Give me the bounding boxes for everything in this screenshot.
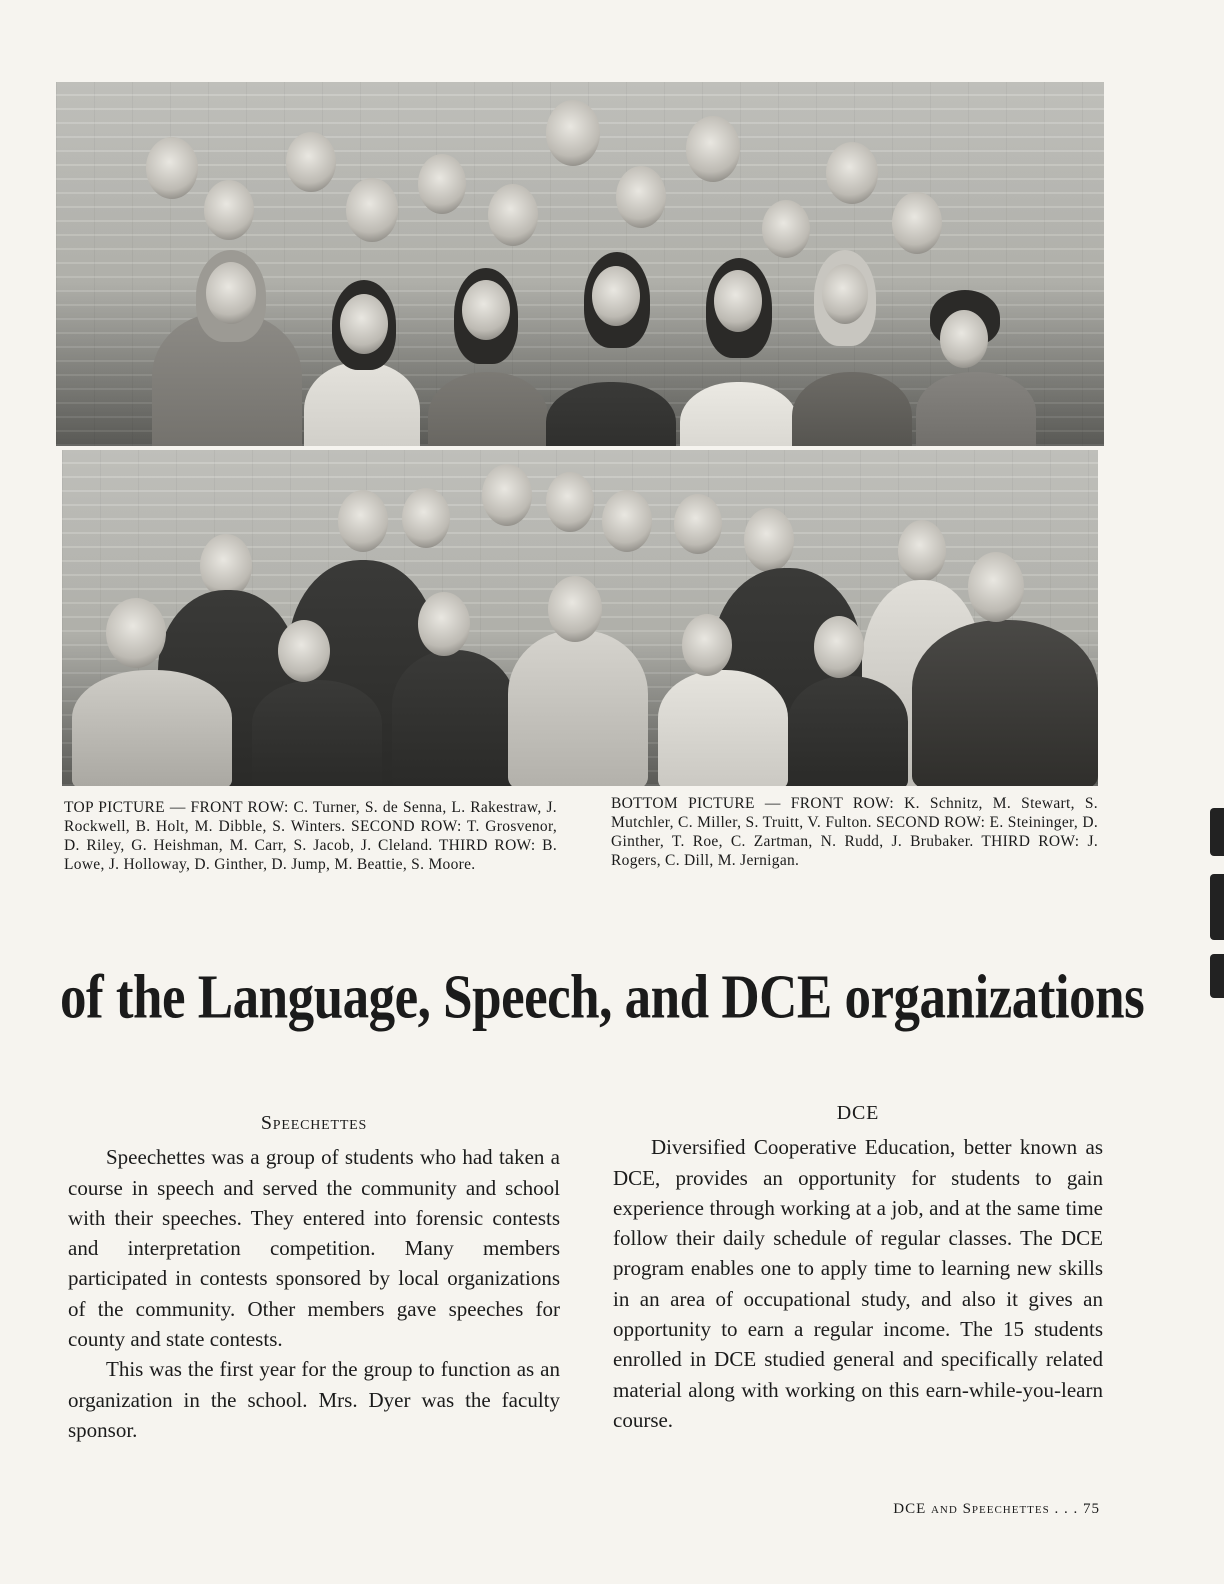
speechettes-heading: Speechettes [260, 1112, 368, 1134]
page-edge-tab [1210, 808, 1224, 856]
bottom-picture-caption: BOTTOM PICTURE — FRONT ROW: K. Schnitz, M. Stewart, S. Mutchler, C. Miller, S. Truitt, V. Fulton. SECOND ROW: E. Steininger, D. Ginther, T. Roe, C. Zartman, N. Rudd, J. Brubaker. THIRD ROW: J. Rogers, C. Dill, M. Jernigan. [611, 795, 1098, 869]
dce-column [613, 1098, 1103, 1435]
dce-paragraph-1: Diversified Cooperative Education, better known as DCE, provides an opportunity for students to gain experience through working at a job, and at the same time follow their daily schedule of regular classes. The DCE program enables one to apply time to learning new skills in an area of occupational study, and also it gives an opportunity to earn a regular income. The 15 students enrolled in DCE studied general and specifically related material along with working on this earn-while-you-learn course. [613, 1135, 1103, 1432]
page-edge-tab [1210, 874, 1224, 940]
page-headline: of the Language, Speech, and DCE organizations [60, 963, 1145, 1032]
footer-section-label: DCE and Speechettes . . . [893, 1501, 1079, 1517]
speechettes-column [68, 1108, 560, 1445]
speechettes-paragraph-1: Speechettes was a group of students who had taken a course in speech and served the community and school with their speeches. They entered into forensic contests and interpretation competition. Many members participated in contests sponsored by local organizations of the community. Other members gave speeches for county and state contests. [68, 1145, 560, 1352]
top-group-photo [56, 82, 1104, 446]
page-footer [893, 1501, 1100, 1518]
top-picture-caption: TOP PICTURE — FRONT ROW: C. Turner, S. de Senna, L. Rakestraw, J. Rockwell, B. Holt, M. Dibble, S. Winters. SECOND ROW: T. Grosvenor, D. Riley, G. Heishman, M. Carr, S. Jacob, J. Cleland. THIRD ROW: B. Lowe, J. Holloway, D. Ginther, D. Jump, M. Beattie, S. Moore. [64, 799, 557, 873]
page-number: 75 [1083, 1501, 1100, 1517]
dce-heading: DCE [836, 1102, 880, 1124]
speechettes-paragraph-2: This was the first year for the group to function as an organization in the school. Mrs. Dyer was the faculty sponsor. [68, 1357, 560, 1442]
page-edge-tab [1210, 954, 1224, 998]
bottom-group-photo [62, 450, 1098, 786]
